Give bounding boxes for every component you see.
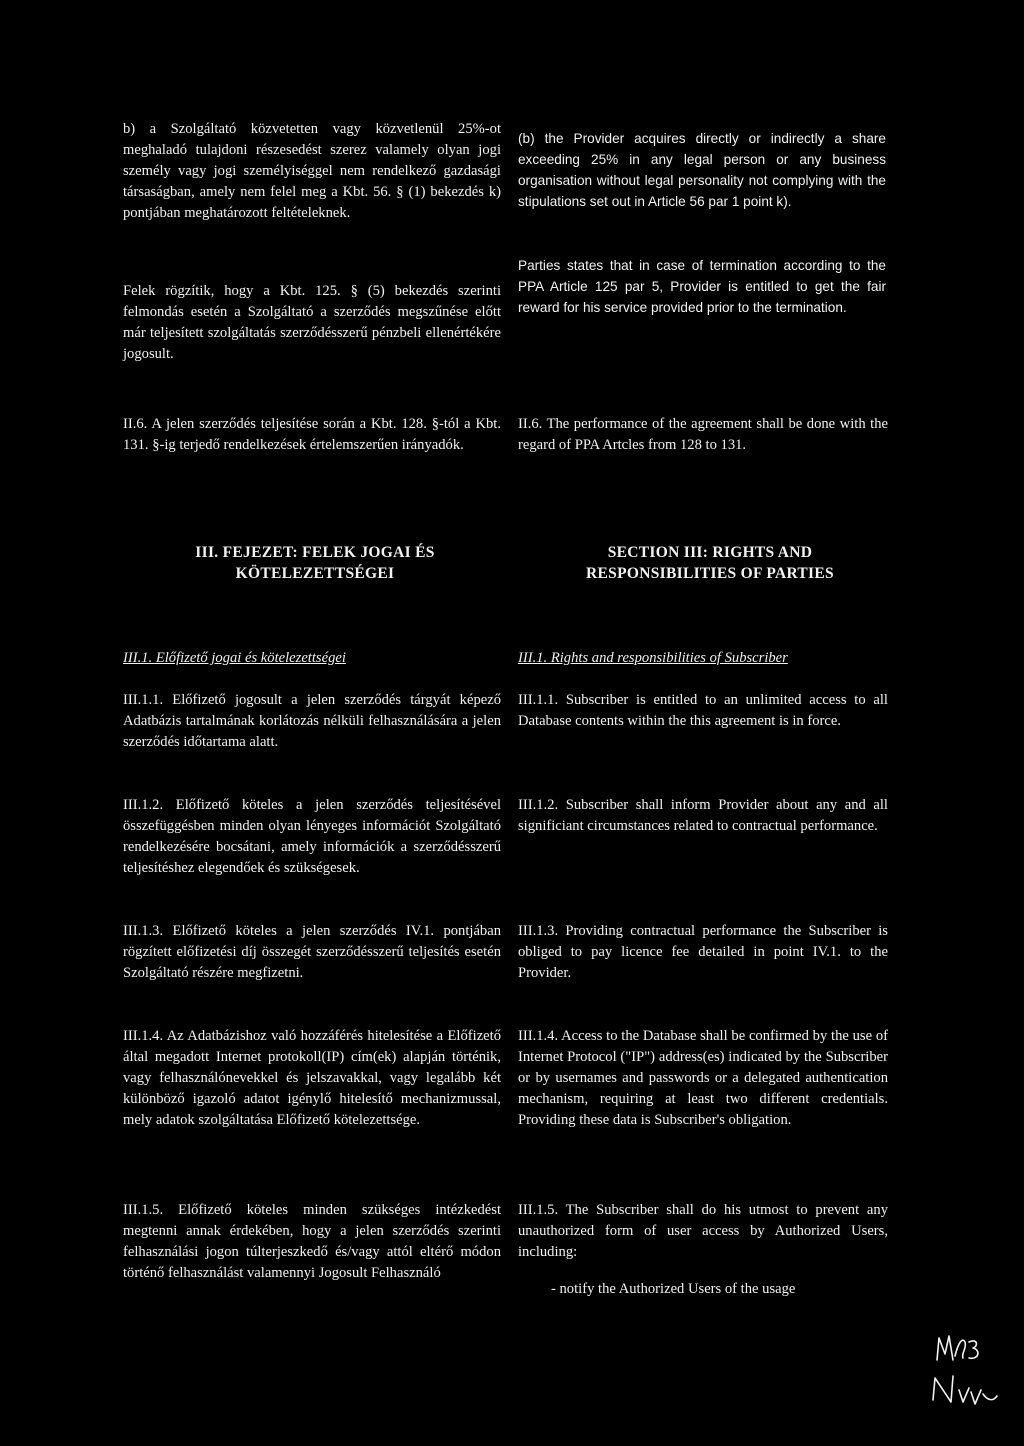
right-paragraph-3-1-4: III.1.4. Access to the Database shall be confirmed by the use of Internet Protocol ("IP") address(es) indicated by the Subscriber or by usernames and passwords or a delegated authentication mechanism, requiring at least two different credentials. Providing these data is Subscriber's obligation. xyxy=(518,1028,888,1128)
right-paragraph-3-1-5: III.1.5. The Subscriber shall do his utmost to prevent any unauthorized form of user access by Authorized Users, including: xyxy=(518,1202,888,1260)
left-paragraph-3-1-4: III.1.4. Az Adatbázishoz való hozzáférés hitelesítése a Előfizető által megadott Internet protokoll(IP) cím(ek) alapján történik, vagy felhasználónevekkel és jelszavakkal, vagy legalább két különböző igazoló adatot igénylő hitelesítő mechanizmussal, mely adatok szolgáltatása Előfizető kötelezettsége. xyxy=(123,1028,501,1128)
left-subheading: III.1. Előfizető jogai és kötelezettségei xyxy=(123,650,346,666)
right-paragraph-b: (b) the Provider acquires directly or indirectly a share exceeding 25% in any legal person or any business organisation without legal personality not complying with the stipulations set out in Article 56 par 1 point k). xyxy=(518,131,886,209)
left-paragraph-felek: Felek rögzítik, hogy a Kbt. 125. § (5) bekezdés szerinti felmondás esetén a Szolgáltató a szerződés megszűnése előtt már teljesített szolgáltatás szerződésszerű pénzbeli ellenértékére jogosult. xyxy=(123,283,501,362)
left-paragraph-b: b) a Szolgáltató közvetetten vagy közvetlenül 25%-ot meghaladó tulajdoni részesedést szerez valamely olyan jogi személy vagy jogi személyiséggel nem rendelkező gazdasági társaságban, amely nem felel meg a Kbt. 56. § (1) bekezdés k) pontjában meghatározott feltételeknek. xyxy=(123,121,501,221)
right-paragraph-ii6: II.6. The performance of the agreement shall be done with the regard of PPA Artcles from 128 to 131. xyxy=(518,416,888,453)
left-paragraph-3-1-1: III.1.1. Előfizető jogosult a jelen szerződés tárgyát képező Adatbázis tartalmának korlátozás nélküli felhasználására a jelen szerződés időtartama alatt. xyxy=(123,692,501,750)
right-paragraph-parties: Parties states that in case of termination according to the PPA Article 125 par 5, Provider is entitled to get the fair reward for his service provided prior to the termination. xyxy=(518,258,886,315)
left-section-heading: III. FEJEZET: FELEK JOGAI ÉS KÖTELEZETTSÉGEI xyxy=(195,544,435,582)
right-subheading: III.1. Rights and responsibilities of Subscriber xyxy=(518,650,788,666)
right-paragraph-3-1-2: III.1.2. Subscriber shall inform Provider about any and all significiant circumstances related to contractual performance. xyxy=(518,797,888,834)
left-paragraph-3-1-2: III.1.2. Előfizető köteles a jelen szerződés teljesítésével összefüggésben minden olyan lényeges információt Szolgáltató rendelkezésére bocsátani, amely információk a szerződésszerű teljesítéshez elegendőek és szükségesek. xyxy=(123,797,501,876)
left-paragraph-3-1-5: III.1.5. Előfizető köteles minden szükséges intézkedést megtenni annak érdekében, hogy a jelen szerződés szerinti felhasználási jogon túlterjeszkedő és/vagy attól eltérő módon történő felhasználást valamennyi Jogosult Felhasználó xyxy=(123,1202,501,1281)
right-paragraph-3-1-1: III.1.1. Subscriber is entitled to an unlimited access to all Database contents within the this agreement is in force. xyxy=(518,692,888,729)
left-paragraph-ii6: II.6. A jelen szerződés teljesítése során a Kbt. 128. §-tól a Kbt. 131. §-ig terjedő rendelkezések értelemszerűen irányadók. xyxy=(123,416,501,453)
right-section-heading: SECTION III: RIGHTS AND RESPONSIBILITIES OF PARTIES xyxy=(586,544,834,582)
right-paragraph-3-1-3: III.1.3. Providing contractual performance the Subscriber is obliged to pay licence fee detailed in point IV.1. to the Provider. xyxy=(518,923,888,981)
handwritten-signature xyxy=(925,1330,1005,1430)
right-bullet-notify: - notify the Authorized Users of the usage xyxy=(551,1281,796,1297)
left-paragraph-3-1-3: III.1.3. Előfizető köteles a jelen szerződés IV.1. pontjában rögzített előfizetési díj összegét szerződésszerű teljesítés esetén Szolgáltató részére megfizetni. xyxy=(123,923,501,981)
